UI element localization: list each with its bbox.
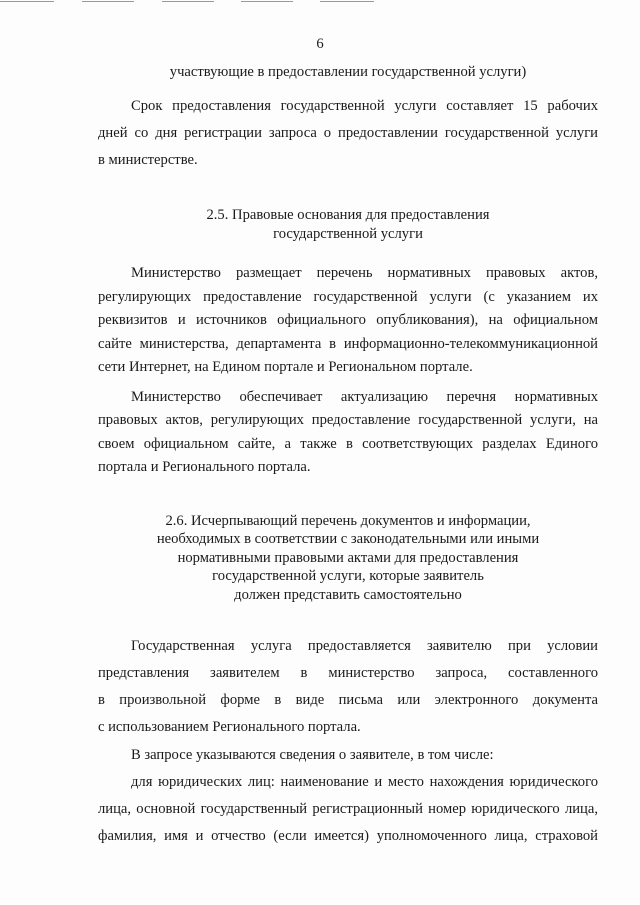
paragraph-line: реквизитов и источников официального опубликования), на официальном: [98, 312, 598, 329]
term-paragraph: [98, 95, 598, 176]
paragraph-line: своем официальном сайте, а также в соответствующих разделах Единого: [98, 435, 598, 452]
section-2-6-paragraph-1: [98, 635, 598, 743]
document-body: [98, 61, 598, 852]
top-rule: [82, 1, 134, 2]
section-heading-line: необходимых в соответствии с законодательными или иными: [156, 531, 540, 548]
top-rule: [241, 1, 293, 2]
section-heading-line: государственной услуги: [273, 225, 423, 242]
top-rule: [162, 1, 214, 2]
section-2-6-heading: [98, 512, 598, 605]
paragraph-line: В запросе указываются сведения о заявителе, в том числе:: [131, 746, 494, 763]
paragraph-line: Срок предоставления государственной услуги составляет 15 рабочих: [131, 98, 598, 114]
paragraph-line: Министерство обеспечивает актуализацию перечня нормативных: [131, 388, 598, 405]
section-2-5-heading: [98, 206, 598, 243]
paragraph-line: портала и Регионального портала.: [98, 459, 311, 476]
paragraph-line: сайте министерства, департамента в информационно-телекоммуникационной: [98, 335, 598, 352]
paragraph-line: Государственная услуга предоставляется заявителю при условии: [131, 637, 598, 654]
top-scan-rules: [0, 0, 640, 4]
paragraph-line: с использованием Регионального портала.: [98, 718, 361, 735]
paragraph-line: сети Интернет, на Едином портале и Региональном портале.: [98, 359, 473, 376]
section-heading-line: государственной услуги, которые заявитель: [212, 568, 484, 585]
paragraph-line: Министерство размещает перечень нормативных правовых актов,: [131, 265, 598, 282]
section-heading-line: должен представить самостоятельно: [234, 587, 462, 604]
paragraph-line: представления заявителем в министерство запроса, составленного: [98, 664, 598, 681]
section-heading-line: 2.5. Правовые основания для предоставления: [206, 207, 490, 223]
top-rule: [0, 1, 54, 2]
section-2-5-paragraph-1: [98, 262, 598, 380]
section-heading-line: нормативными правовыми актами для предоставления: [177, 549, 519, 566]
section-heading-line: 2.6. Исчерпывающий перечень документов и информации,: [165, 512, 531, 529]
top-rule: [320, 1, 374, 2]
paragraph-line: лица, основной государственный регистрационный номер юридического лица,: [98, 800, 598, 817]
paragraph-line: правовых актов, регулирующих предоставление государственной услуги, на: [98, 412, 598, 429]
continuation-line: участвующие в предоставлении государственной услуги): [169, 64, 527, 80]
section-2-5-paragraph-2: [98, 386, 598, 480]
paragraph-line: в произвольной форме в виде письма или электронного документа: [98, 691, 598, 708]
paragraph-line: для юридических лиц: наименование и место нахождения юридического: [131, 773, 598, 790]
paragraph-line: фамилия, имя и отчество (если имеется) уполномоченного лица, страховой: [98, 827, 598, 844]
section-2-6-paragraph-3: [98, 771, 598, 852]
page-number: 6: [316, 36, 324, 52]
paragraph-line: регулирующих предоставление государственной услуги (с указанием их: [98, 288, 598, 305]
paragraph-line: дней со дня регистрации запроса о предоставлении государственной услуги: [98, 125, 598, 141]
paragraph-line: в министерстве.: [98, 152, 198, 168]
